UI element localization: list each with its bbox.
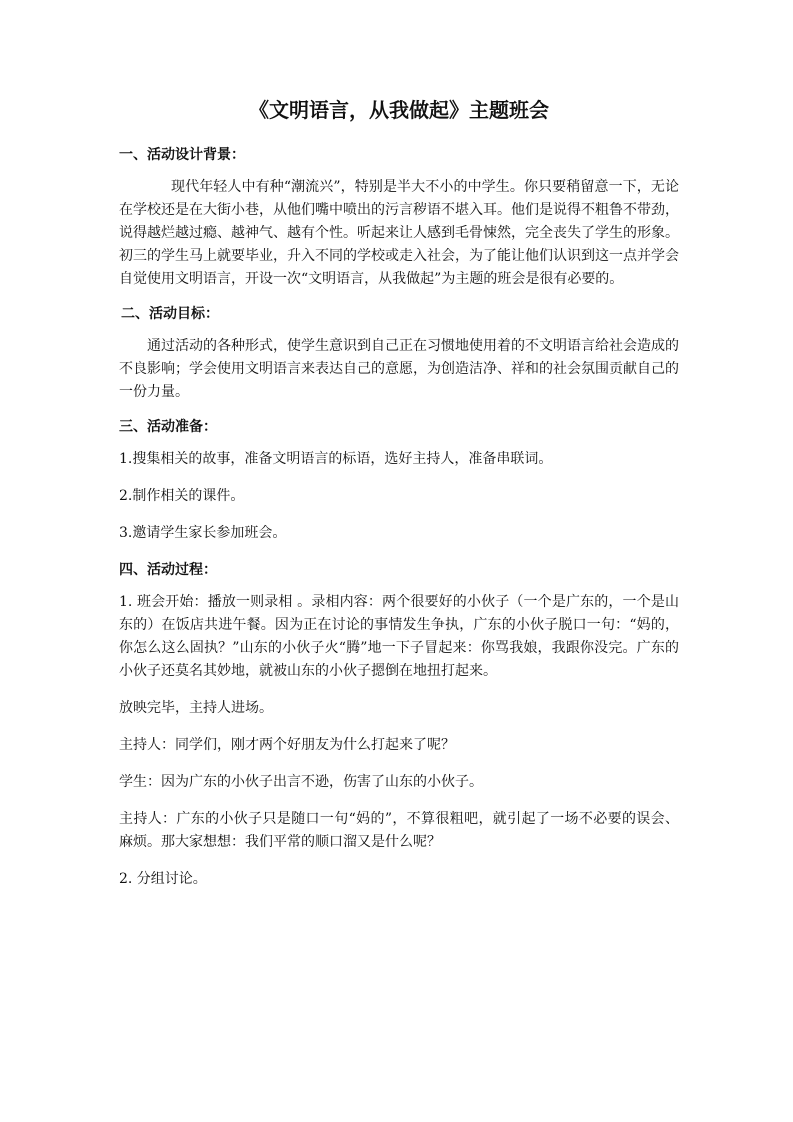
preparation-item-3: 3.邀请学生家长参加班会。 bbox=[119, 525, 287, 541]
process-step-2: 2. 分组讨论。 bbox=[119, 871, 207, 887]
section-heading-process: 四、活动过程： bbox=[119, 562, 217, 578]
preparation-item-2: 2.制作相关的课件。 bbox=[119, 488, 245, 504]
process-student-answer: 学生：因为广东的小伙子出言不逊，伤害了山东的小伙子。 bbox=[119, 774, 483, 790]
process-host-question: 主持人：同学们，刚才两个好朋友为什么打起来了呢？ bbox=[119, 737, 455, 753]
process-step-1: 1. 班会开始：播放一则录相 。录相内容：两个很要好的小伙子（一个是广东的，一个是山东的）在饭店共进午餐。因为正在讨论的事情发生争执，广东的小伙子脱口一句：“妈的，你怎么这么固执？”山东的小伙子火“腾”地一下子冒起来：你骂我娘，我跟你没完。广东的小伙子还莫名其妙地，就被山东的小伙子摁倒在地扭打起来。 bbox=[119, 594, 679, 679]
section-heading-background: 一、活动设计背景： bbox=[119, 147, 245, 163]
process-host-followup: 主持人：广东的小伙子只是随口一句“妈的”，不算很粗吧，就引起了一场不必要的误会、麻烦。那大家想想：我们平常的顺口溜又是什么呢？ bbox=[119, 811, 679, 850]
background-paragraph: 现代年轻人中有种“潮流兴”，特别是半大不小的中学生。你只要稍留意一下，无论在学校还是在大街小巷，从他们嘴中喷出的污言秽语不堪入耳。他们是说得不粗鲁不带劲，说得越烂越过瘾、越神气、越有个性。听起来让人感到毛骨悚然，完全丧失了学生的形象。初三的学生马上就要毕业，升入不同的学校或走入社会，为了能让他们认识到这一点并学会自觉使用文明语言，开设一次“文明语言，从我做起”为主题的班会是很有必要的。 bbox=[119, 179, 679, 287]
preparation-item-1: 1.搜集相关的故事，准备文明语言的标语，选好主持人，准备串联词。 bbox=[119, 451, 553, 467]
document-body bbox=[119, 96, 679, 905]
process-line-after-video: 放映完毕，主持人进场。 bbox=[119, 700, 273, 716]
document-title: 《文明语言，从我做起》主题班会 bbox=[249, 98, 549, 122]
goals-paragraph: 通过活动的各种形式，使学生意识到自己正在习惯地使用着的不文明语言给社会造成的不良影响；学会使用文明语言来表达自己的意愿，为创造洁净、祥和的社会氛围贡献自己的一份力量。 bbox=[119, 338, 679, 400]
section-heading-preparation: 三、活动准备： bbox=[119, 419, 217, 435]
section-heading-goals: 二、活动目标： bbox=[121, 306, 219, 322]
